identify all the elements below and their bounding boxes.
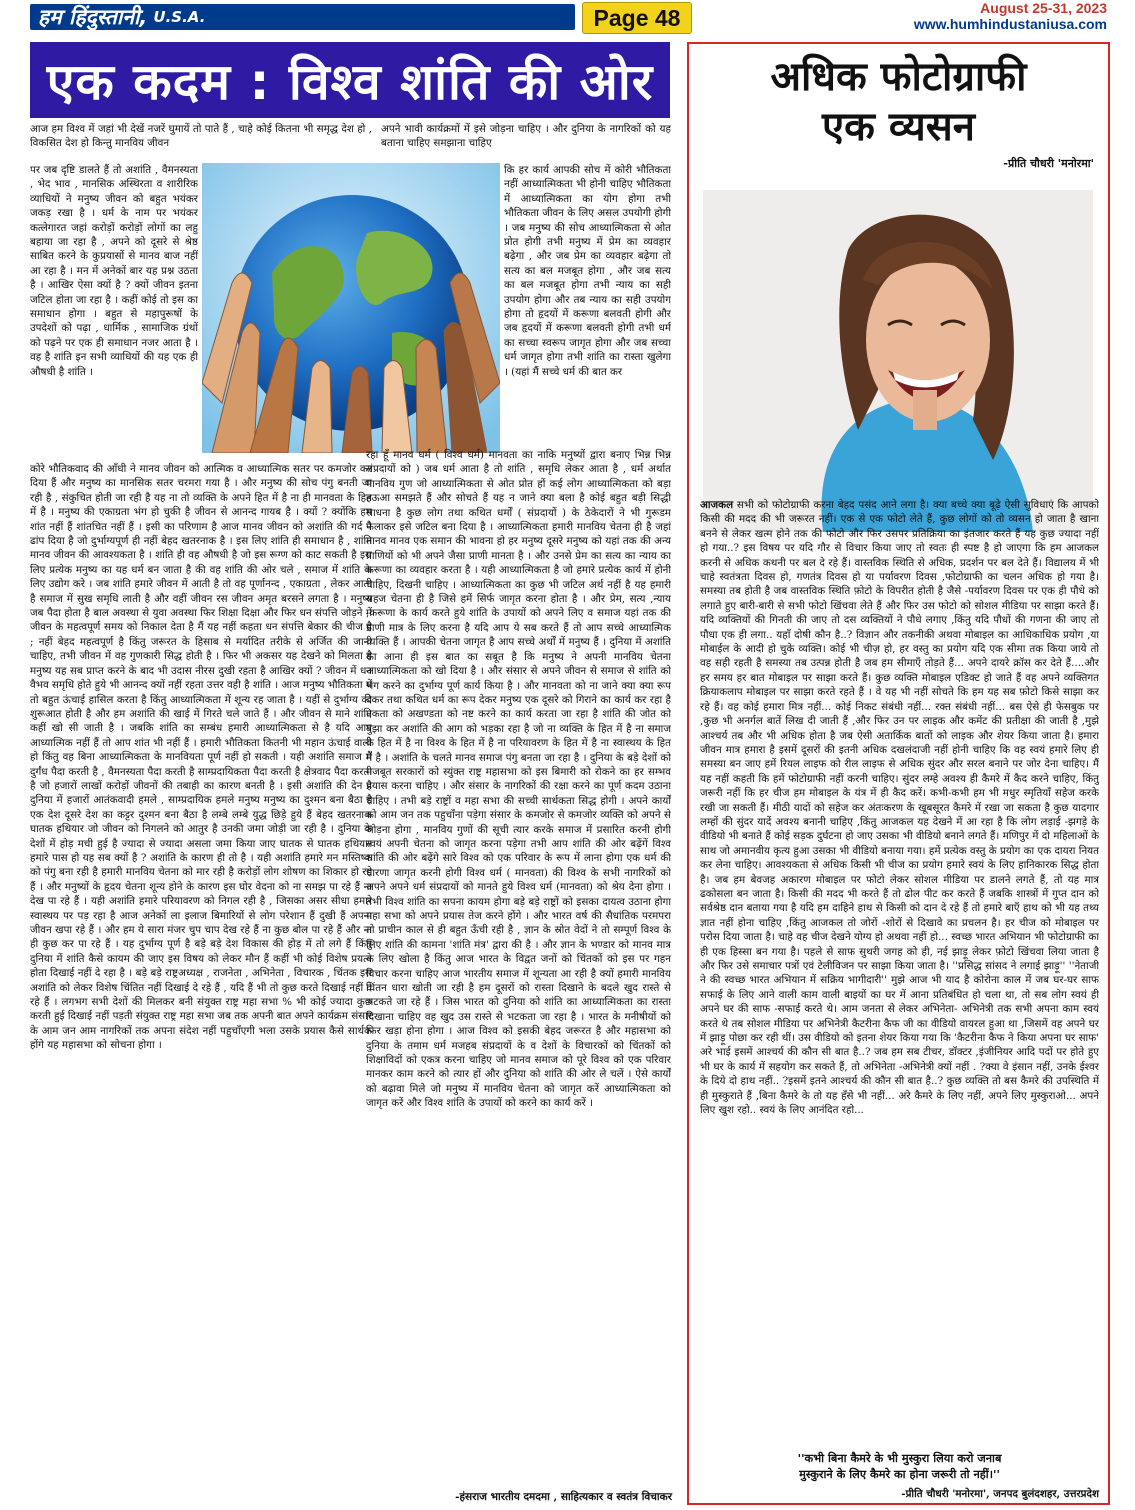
website-link[interactable]: www.humhindustaniusa.com — [913, 16, 1107, 32]
quote-line-1: ''कभी बिना कैमरे के भी मुस्कुरा लिया करो जनाब — [797, 1451, 1002, 1465]
left-article-paragraph: कि हर कार्य आपकी सोच में कोरी भौतिकता नहीं आध्यात्मिकता भी होनी चाहिए भौतिकता में आध्यात्मिकता का योग होगा तभी भौतिकता जीवन के लिए असल उपयोगी होगी । जब मनुष्य की सोच आध्यात्मिकता से ओत प्रोत होगी तभी मनुष्य में प्रेम का व्यवहार बढ़ेगा , और जब प्रेम का व्यवहार बढ़ेगा तो सत्य का बल मजबूत होगा , और जब सत्य का बल मजबूत होगा तभी न्याय का सही उपयोग होगा और तब न्याय का सही उपयोग होगा तो हृदयों में करूणा बलवती होगी और जब हृदयों में करूणा बलवती होगी तभी धर्म का सच्चा स्वरूप जागृत होगा और जब सच्चा धर्म जागृत होगा तभी शांति का रास्ता खुलेगा । (यहां मैं सच्चे धर्म की बात कर — [504, 164, 671, 378]
left-article-text-intro — [30, 122, 372, 162]
newspaper-nameplate — [30, 4, 575, 30]
masthead — [0, 0, 1135, 34]
left-article-byline: -हंसराज भारतीय दमदमा , साहित्यकार व स्वतंत्र विचाकर — [455, 1491, 672, 1503]
left-article-paragraph: अपने भावी कार्यक्रमों में इसे जोड़ना चाहिए । और दुनिया के नागरिकों को यह बताना चाहिए समझाना चाहिए — [381, 123, 671, 150]
left-article-paragraph: रहा हूँ मानव धर्म ( विश्व धर्म) मानवता का नाकि मनुष्यों द्वारा बनाए भिन्न भिन्न संप्रदायों को ) जब धर्म आता है तो शांति , समृधि लेकर आता है , धर्म अर्थात मानविय गुण जो आध्यात्मिकता से ओत प्रोत हों कई लोग आध्यात्मिकता को बड़ा हऊआ समझते हैं और सोचते हैं यह न जाने क्या बला है कोई बहुत बड़ी सिद्धी साधना है कुछ लोग तथा कथित धर्मों ( संप्रदायों ) के ठेकेदारों ने भी गुरूडम फैलाकर इसे जटिल बना दिया है । आध्यात्मिकता हमारी मानविय चेतना ही है जहां मानव मानव एक समान की भावना हो हर मनुष्य दूसरे मनुष्य को यहां तक की अन्य प्राणियों को भी अपने जैसा प्राणी मानता है । और उनसे प्रेम का सत्य का न्याय का करूणा का व्यवहार करता है । यही आध्यात्मिकता है जो हमारे प्रत्येक कार्य में होनी चाहिए, दिखनी चाहिए । आध्यात्मिकता का कुछ भी जटिल अर्थ नहीं है यह हमारी सहज चेतना ही है जिसे हमें सिर्फ जागृत करना होता है । और प्रेम, सत्य ,न्याय ,करूणा के कार्य करते हुये शांति के उपायों को अपने लिए व समाज यहां तक की प्राणी मात्र के लिए करना है यदि आप ये सब करते हैं तो आप सच्चे आध्यात्मिक व्यक्ति हैं । आपकी चेतना जागृत है आप सच्चे अर्थों में मनुष्य हैं । दुनिया में अशांति का आना ही इस बात का सबूत है कि मनुष्य ने अपनी मानविय चेतना आध्यात्मिकता को खो दिया है । और संसार से अपने जीवन से समाज से शांति को भंग करने का दुर्भाग्य पूर्ण कार्य किया है । और मानवता को ना जाने क्या क्या रूप देकर तथा कथित धर्म का रूप देकर मनुष्य एक दूसरे को गिराने का कार्य कर रहा है एकता को अखण्डता को नष्ट करने का कार्य करता जा रहा है शांति की जोत को बुझा कर अशांति की आग को भड़का रहा है जो ना व्यक्ति के हित में है ना समाज के हित में है ना विश्व के हित में है ना परियावरण के हित में है ना स्वास्थय के हित में है । अशांति के चलते मानव समाज पंगु बनता जा रहा है । दुनिया के बड़े देशों को मजबूत सरकारों को स्युंक्त राष्ट्र महासभा को इस बिमारी को रोकने का हर सम्भव प्रयास करना चाहिए । और संसार के नागरिकों की रक्षा करने का पूर्ण कदम उठाना चाहिए । तभी बड़े राष्ट्रों व महा सभा की सच्ची सार्थकता सिद्ध होगी । अपने कार्यों को आम जन तक पहुचाँना पड़ेगा संसार के कमजोर से कमजोर व्यक्ति को अपने से जोड़ना होगा , मानविय गुणों की सूची त्यार करके समाज में प्रसारित करनी होगी स्वयं अपनी चेतना को जागृत करना पड़ेगा तभी आप शांति की ओर बढ़ेंगें विश्व शांति की ओर बढ़ेंगे सारे विश्व को एक परिवार के रूप में लाना होगा एक धर्म की धारणा जागृत करनी होगी विश्व धर्म ( मानवता) की विश्व के सभी नागरिकों को अपने अपने धर्म संप्रदायों को मानते हुये विश्व धर्म (मानवता) को श्रेय देना होगा । तभी विश्व शांति का सपना कायम होगा बड़े बड़े राष्ट्रों को इसका दायत्व उठाना होगा महा सभा को अपने प्रयास तेज करने होंगे । और भारत वर्ष की सैधांतिक परमपरा तो प्राचीन काल से ही बहुत ऊँची रही है , ज्ञान के स्रोत वेदों ने तो सम्पूर्ण विश्व के लिए शांति की कामना 'शांति मंत्र' द्वारा की है । और ज्ञान के भण्डार को मानव मात्र के लिए खोला है किंतु आज भारत के विद्वत जनों को चिंतकों को इस पर गहन विचार करना चाहिए आज भारतीय समाज में शून्यता आ रही है क्यों हमारी मानविय चिंतन धारा खोती जा रही है हम दूसरों को रास्ता दिखाने के बदले खुद रास्ते से भटकते जा रहे हैं । जिस भारत को दुनिया को शांति का आध्यात्मिकता का रास्ता दिखाना चाहिए वह खुद उस रास्ते से भटकता जा रहा है । भारत के मनीषीयों को फिर खड़ा होना होगा । आज विश्व को इसकी बेहद जरूरत है और महासभा को दुनिया के तमाम धर्म मजहब संप्रदायों के व देशों के विचारकों को चिंतकों को शिक्षाविदों को एकत्र करना चाहिए जो मानव समाज को पूरे विश्व को एक परिवार मानकर काम करने को त्यार हों और दुनिया को शांति की ओर ले चलें । ऐसे कार्यों को बढ़ावा मिले जो मनुष्य में मानविय चेतना को जागृत करें आध्यात्मिकता को जागृत करें और विश्व शांति के उपायों को करने का कार्य करें । — [366, 449, 671, 1110]
paper-region: U.S.A. — [153, 8, 206, 26]
left-article-text-column-1 — [30, 163, 198, 459]
laughing-woman-photo — [703, 190, 1093, 532]
left-article-text-column-2-lower — [366, 448, 671, 1484]
right-article-author: -प्रीति चौधरी 'मनोरमा' — [1003, 157, 1094, 170]
right-article-author-bottom: -प्रीति चौधरी 'मनोरमा', जनपद बुलंदशहर, उत्तरप्रदेश — [901, 1488, 1099, 1500]
right-title-line-2: एक व्यसन — [822, 104, 975, 150]
masthead-info — [914, 0, 1107, 32]
paper-name: हम हिंदुस्तानी, — [38, 5, 148, 29]
left-article-intro: आज हम विश्व में जहां भी देखें नजरें घुमायें तो पाते हैं , चाहे कोई कितना भी समृद्ध देश हो , विकसित देश हो किन्तु मानविय जीवन — [30, 123, 372, 150]
left-article-text-column-2-narrow — [504, 163, 671, 459]
hands-globe-image — [202, 163, 500, 453]
right-title-line-1: अधिक फोटोग्राफी — [770, 54, 1027, 100]
right-article-body — [700, 498, 1099, 1428]
left-article-text-column-1-lower — [30, 462, 372, 1502]
right-article-paragraph: सभी को फोटोग्राफी करना बेहद पसंद आने लगा है। क्या बच्चे क्या बूढ़े ऐसी सुविधाएं कि आपको किसी की मदद की भी जरूरत नहीं। एक से एक फोटो लेते हैं, कुछ लोगों को तो व्यसन हो जाता है खाना बनने से लेकर खत्म होने तक की फोटो और फिर उसपर प्रतिक्रिया का इंतजार करते हैं यह कुछ ज्यादा नहीं हो गया..? इस विषय पर यदि गौर से विचार किया जाए तो स्वतः ही स्पष्ट है हो जाएगा कि हम आजकल करनी से अधिक कथनी पर बल दे रहे हैं। वास्तविक स्थिति से अधिक, प्रदर्शन पर बल देते हैं। विद्यालय में भी चाहे स्वतंत्रता दिवस हो, गणतंत्र दिवस हो या पर्यावरण दिवस ,फोटोग्राफी का चलन अधिक हो गया है। समस्या तब होती है जब वास्तविक स्थिति फ़ोटो के विपरीत होती है जैसे -पर्यावरण दिवस पर एक ही पौधे को लगाते हुए बारी-बारी से सभी फोटो खिंचवा लेते हैं और फिर उस फोटो को सोशल मीडिया पर साझा करते हैं। यदि व्यक्तियों की गिनती की जाए तो दस व्यक्तियों ने पौधे लगाए ,किंतु यदि पौधों की गणना की जाए तो पौधा एक ही लगा.. यहाँ दोषी कौन है..? विज्ञान और तकनीकी अथवा मोबाइल का आधिकाधिक प्रयोग ,या मोबाईल के आदी हो चुके व्यक्ति। कोई भी चीज़ हो, हर वस्तु का प्रयोग यदि एक सीमा तक किया जाये तो वह सही रहती है समस्या तब उत्पन्न होती है जब हम सीमाएँ तोड़ते हैं... अपने दायरे क्रॉस कर देते हैं....और हर समय हर बात मोबाइल पर साझा करते हैं। कुछ व्यक्ति मोबाइल एडिक्ट हो जाते हैं वह अपने व्यक्तिगत क्रियाकलाप मोबाइल पर साझा करते रहते हैं । वे यह भी नहीं सोचते कि हम यह सब फ़ोटो किसे साझा कर रहे हैं। वह कोई हमारा मित्र नहीं... कोई निकट संबंधी नहीं... रक्त संबंधी नहीं... बस ऐसे ही फेसबुक पर ,कुछ भी अनर्गल बातें लिख दी जाती हैं ,और फिर उन पर लाइक और कमेंट की प्रतीक्षा की जाती है ,मुझे आश्चर्य तब और भी अधिक होता है जब ऐसी अतार्किक बातों को लाइक और शेयर किया जाता है। हमारा जीवन मात्र हमारा है इसमें दूसरों की इतनी अधिक दखलंदाजी नहीं होनी चाहिए कि वह स्वयं हमारे लिए ही समस्या बन जाए हमें रियल लाइफ को रील लाइफ से अधिक सुंदर और सरल बनाने पर जोर देना चाहिए। मैं यह नहीं कहती कि हमें फोटोग्राफी नहीं करनी चाहिए। सुंदर लम्हे अवश्य ही कैमरे में कैद करने चाहिए, किंतु जरूरी नहीं कि हर चीज हम मोबाइल के यंत्र में ही कैद करें। कभी-कभी हम भी मधुर स्मृतियाँ सहेज करके रखी जा सकती हैं। मीठी यादों को सहेज कर अंतःकरण के खूबसूरत कैमरे में रखा जा सकता है कुछ यादगार लम्हों की सुंदर यादें अवश्य बनानी चाहिए ,किंतु आजकल यह देखने में आ रहा है कि लोग लड़ाई -झगड़े के वीडियो भी बनाते हैं कोई सड़क दुर्घटना हो जाए उसका भी वीडियो बनाने लगते हैं। मणिपुर में दो महिलाओं के साथ जो अमानवीय कृत्य हुआ उसका भी वीडियो बनाया गया। हमें प्रत्येक वस्तु के प्रयोग का एक दायरा नियत कर लेना चाहिए। आवश्यकता से अधिक किसी भी चीज का प्रयोग हमारे स्वयं के लिए हानिकारक सिद्ध होता है। जब हम बेवजह अकारण मोबाइल पर फोटो लेकर सोशल मीडिया पर डालने लगते हैं, तो यह मात्र ढकोसला बन जाता है। किसी की मदद भी करते हैं तो ढोल पीट कर करते हैं जबकि शास्त्रों में गुप्त दान को सर्वश्रेष्ठ दान बताया गया है यदि हम दाहिने हाथ से किसी को दान दे रहे हैं तो हमारे बाएँ हाथ को भी यह तथ्य ज्ञात नहीं होना चाहिए ,किंतु आजकल तो जोरों -शोरों से दिखावे का प्रचलन है। हर चीज को मोबाइल पर परोस दिया जाता है। चाहे वह चीज देखने योग्य हो अथवा नहीं हो... स्वच्छ भारत अभियान भी फोटोग्राफी का ही एक हिस्सा बन गया है। पहले से साफ सुथरी जगह को ही, नई झाड़ू लेकर फ़ोटो खिंचवा लिया जाता है और फिर उसे समाचार पत्रों एवं टेलीविजन पर साझा किया जाता है। ''प्रसिद्ध सांसद ने लगाई झाड़ू'' ''नेताजी ने की स्वच्छ भारत अभियान में सक्रिय भागीदारी'' मुझे आज भी याद है कोरोना काल में जब घर-घर साफ सफाई के लिए आने वाली काम वाली बाइयों का घर में आना प्रतिबंधित हो चला था, तो सब लोग स्वयं ही अपने घर की साफ -सफाई करते थे। आम जनता से लेकर अभिनेता- अभिनेत्री तक सभी अपना काम स्वयं करते थे तब सोशल मीडिया पर अभिनेत्री कैटरीना कैफ जी का वीडियो वायरल हुआ था ,जिसमें वह अपने घर में झाड़ू पोछा कर रही थीं। उस वीडियो को इतना शेयर किया गया कि 'कैटरीना कैफ ने किया अपना घर साफ' अरे भाई इसमें आश्चर्य की कौन सी बात है..? जब हम सब टीचर, डॉक्टर ,इंजीनियर आदि पदों पर होते हुए भी घर के कार्य में सहयोग कर सकते हैं, तो अभिनेता -अभिनेत्री क्यों नहीं . ?क्या वे इंसान नहीं, उनके ईश्वर के दिये दो हाथ नहीं.. ?इसमें इतने आश्चर्य की कौन सी बात है..? कुछ व्यक्ति तो बस कैमरे की उपस्थिति में ही मुस्कुराते हैं ,बिना कैमरे के तो यह हँसे भी नहीं... अरे कैमरे के लिए नहीं, अपने लिए मुस्कुराओ... अपने लिए खुश रहो.. स्वयं के लिए आनंदित रहो... — [700, 499, 1099, 1117]
right-article-lead-word: आजकल — [700, 499, 734, 511]
right-article-quote — [700, 1450, 1099, 1482]
quote-line-2: मुस्कुराने के लिए कैमरे का होना जरूरी तो नहीं।'' — [799, 1467, 1000, 1481]
left-article-headline: एक कदम : विश्व शांति की ओर — [30, 42, 670, 118]
left-article-text-column-2-top — [381, 122, 671, 162]
right-article-title — [689, 52, 1108, 152]
left-article-paragraph: पर जब दृष्टि डालते हैं तो अशांति , वैमनस्यता , भेद भाव , मानसिक अस्थिरता व शारीरिक व्याधियों ने मनुष्य जीवन को बहुत भयंकर जकड़ रखा है । धर्म के नाम पर भयंकर कत्लेगारत जहां करोड़ों करोड़ों लोगों का लहु बहाया जा रहा है , अपने को दूसरे से श्रेष्ठ साबित करने के कुप्रयासों से मानव बाज नहीं आ रहा है । मन में अनेकों बार यह प्रश्न उठता है । आखिर ऐसा क्यों है ? क्यों जीवन इतना जटिल होता जा रहा है । कहीं कोई तो इस का समाधान होगा । बहुत से महापुरूषों के उपदेशों को पढ़ा , धार्मिक , सामाजिक ग्रंथों को पढ़ने पर एक ही समाधान नजर आता है । वह है शांति इन सभी व्याधियों की यह एक ही औषधी है शांति । — [30, 164, 198, 378]
page-number-badge: Page 48 — [582, 2, 692, 34]
issue-date: August 25-31, 2023 — [980, 0, 1107, 16]
left-article-paragraph: कोरे भौतिकवाद की आँधी ने मानव जीवन को आत्मिक व आध्यात्मिक सतर पर कमजोर कर दिया हैं और मनुष्य का मानसिक सतर चरमरा गया है । और मनुष्य की सोच पंगु बनती जा रही है , संकुचित होती जा रही है यह ना तो व्यक्ति के अपने हित में है ना ही मानवता के हित में है । मनुष्य की एकाग्रता भंग हो चुकी है जीवन से आनन्द गायब है । क्यों ? क्योंकि हम शांत नहीं हैं शांतचित नहीं हैं । इसी का परिणाम है आज मानव जीवन को अशांति की गर्द ने ढांप दिया है जो दुर्भाग्यपूर्ण ही नहीं बेहद खतरनाक है । इस लिए शांति ही समाधान है , शांति मानव जीवन की आवश्यकता है । शांति ही वह औषधी है जो इस रूग्ण को काट सकती है इस लिए प्रत्येक मनुष्य का यह धर्म बन जाता है की वह शांति की ओर चले , समाज में शांति के लिए उद्योग करे । जब शांति हमारे जीवन में आती है तो वह पूर्णानन्द , एकाग्रता , लेकर आती है समाज में सुख समृधि लाती है और वहीं जीवन रस जीवन अमृत बरसने लगता है । मनुष्य जब पैदा होता है बाल अवस्था से युवा अवस्था फिर शिक्षा दिक्षा और फिर धन संपत्ति जोड़ने में जीवन के महत्वपूर्ण समय को निकाल देता है मैं यह नहीं कहता धन संपत्ति बेकार की चीज है ; नहीं बेहद महत्वपूर्ण है किंतु जरूरत के हिसाब से मर्यादित तरीके से अर्जित की जानी चाहिए, तभी जीवन में वह गुणकारी सिद्ध होती है । फिर भी अकसर यह देखने को मिलता है मनुष्य यह सब प्राप्त करने के बाद भी उदास नीरस दुखी रहता है आखिर क्यों ? जीवन में धन वैभव समृधि होते हुये भी आनन्द क्यों नहीं रहता उत्तर वही है शांति । आज मनुष्य भौतिकता में तो बहुत ऊंचाई हासिल करता है किंतु आध्यात्मिकता में शून्य रह जाता है । यहीं से दुर्भाग्य की शुरूआत होती है और हम अशांति की खाई में गिरते चले जाते हैं । और जीवन से माने शांति कहीं खो सी जाती है । जबकि शांति का सम्बंध हमारी आध्यात्मिकता से है यदि आप आध्यात्मिक नहीं हैं तो आप शांत भी नहीं हैं । हमारी भौतिकता कितनी भी महान ऊंचाई वाली हो किंतु वह बिना आध्यात्मिकता के मानवियता पूर्ण नहीं हो सकती । यही अशांति समाज में दुर्गंध पैदा करती है , वैमनस्यता पैदा करती है साम्प्रदायिकता पैदा करती है क्षेत्रवाद पैदा करती है जो हजारों लाखों करोड़ों जीवनों की तबाही का कारण बनती है । इसी अशांति की देन है दुनिया में हजारों आतंकवादी हमले , साम्प्रदायिक हमले मनुष्य मनुष्य का दुश्मन बना बैठा है एक देश दूसरे देश का कट्टर दुश्मन बना बैठा है लम्बे लम्बे युद्ध छिड़े हुये हैं बेहद खतरनाक घातक हथियार जो जीवन को निगलने को आतुर है उनकी जमा जोड़ी जा रही है । दुनिया के देशों में होड़ मची हुई है ज्यादा से ज्यादा असला जमा किया जाए घातक से घातक हथियार हमारे पास हो यह सब क्यों है ? अशांति के कारण ही तो है । यही अशांति हमारे मन मस्तिष्क को पंगु बना रही है हमारी मानविय चेतना को मार रही है करोड़ों लोग शोषण का शिकार हो रहे हैं । और मनुष्यों के हृदय चेतना शून्य होने के कारण इस घोर वेदना को ना समझ पा रहे हैं ना देख पा रहे हैं । यही अशांति हमारे परियावरण को निगल रही है , जिसका असर सीधा हमारे स्वास्थय पर पड़ रहा है आज अनेकों ला इलाज बिमारियों से लोग परेशान हैं दुखी हैं अपना जीवन खपा रहे हैं । और हम ये सारा मंजर चुप चाप देख रहे हैं ना कुछ बोल पा रहे हैं और ना ही कुछ कर पा रहे हैं । यह दुर्भाग्य पूर्ण है बड़े बड़े देश विकास की होड़ में तो लगे हैं किंतु दुनिया में शांति कैसे कायम की जाए इस विषय को लेकर मौन हैं कहीं भी कोई विशेष प्रयत्न होता दिखाई नहीं दे रहा है । बड़े बड़े राष्ट्रअध्यक्ष , राजनेता , अभिनेता , विचारक , चिंतक इस अशांति को लेकर विशेष चिंतित नहीं दिखाई दे रहे हैं , यदि हैं भी तो कुछ करते दिखाई नहीं दे रहे हैं । लगभग सभी देशों की मिलकर बनी संयुक्त राष्ट्र महा सभा % भी कोई ज्यादा कुछ करती हुई दिखाई नहीं पड़ती संयुक्त राष्ट्र महा सभा जब तक अपनी बात अपने कार्यक्रम संसार के आम जन आम नागरिकों तक अपना संदेश नहीं पहुचाँएगी भला उसके प्रयास कैसे सार्थक होंगे यह महासभा को सोचना होगा । — [30, 463, 372, 1052]
